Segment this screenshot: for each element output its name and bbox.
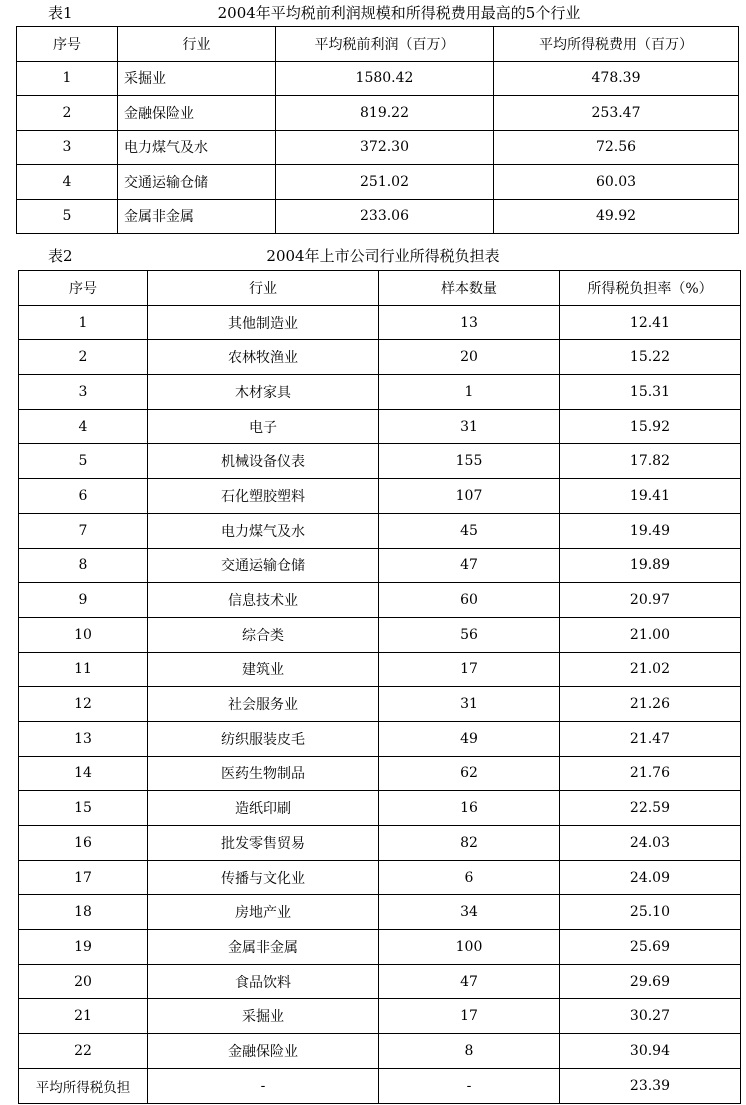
table-header-row — [17, 27, 739, 62]
row-tax-burden-rate-cell: 19.89 — [560, 548, 741, 583]
row-industry-cell: - — [148, 1068, 379, 1103]
row-index-cell: 1 — [17, 61, 118, 96]
table1-title: 2004年平均税前利润规模和所得税费用最高的5个行业 — [217, 4, 581, 22]
row-tax-burden-rate-cell: 21.47 — [560, 721, 741, 756]
column-header-avg-income-tax: 平均所得税费用（百万） — [494, 27, 739, 62]
table-row — [19, 687, 741, 722]
row-tax-burden-rate-cell: 12.41 — [560, 305, 741, 340]
table-row — [19, 409, 741, 444]
table-row — [17, 61, 739, 96]
row-tax-burden-rate-cell: 19.49 — [560, 513, 741, 548]
row-tax-burden-rate-cell: 25.69 — [560, 930, 741, 965]
row-sample-count-cell: 16 — [379, 791, 560, 826]
row-sample-count-cell: 31 — [379, 409, 560, 444]
row-sample-count-cell: 8 — [379, 1034, 560, 1069]
table-row — [19, 999, 741, 1034]
table-row — [19, 548, 741, 583]
row-industry-cell: 房地产业 — [148, 895, 379, 930]
row-industry-cell: 造纸印刷 — [148, 791, 379, 826]
row-index-cell: 20 — [19, 964, 148, 999]
row-sample-count-cell: 56 — [379, 617, 560, 652]
table-row — [19, 617, 741, 652]
row-industry-cell: 采掘业 — [148, 999, 379, 1034]
row-tax-burden-rate-cell: 20.97 — [560, 583, 741, 618]
row-sample-count-cell: 49 — [379, 721, 560, 756]
row-index-cell: 4 — [17, 165, 118, 200]
table-row — [19, 860, 741, 895]
row-sample-count-cell: - — [379, 1068, 560, 1103]
row-index-cell: 14 — [19, 756, 148, 791]
row-index-cell: 18 — [19, 895, 148, 930]
row-index-cell: 9 — [19, 583, 148, 618]
row-tax-burden-rate-cell: 24.03 — [560, 826, 741, 861]
table-row — [19, 583, 741, 618]
row-index-cell: 3 — [19, 375, 148, 410]
row-industry-cell: 社会服务业 — [148, 687, 379, 722]
row-index-cell: 4 — [19, 409, 148, 444]
row-index-cell: 平均所得税负担 — [19, 1068, 148, 1103]
row-index-cell: 8 — [19, 548, 148, 583]
row-tax-burden-rate-cell: 21.00 — [560, 617, 741, 652]
row-industry-cell: 金融保险业 — [118, 96, 276, 131]
row-avg-income-tax-cell: 49.92 — [494, 199, 739, 234]
row-industry-cell: 食品饮料 — [148, 964, 379, 999]
row-tax-burden-rate-cell: 15.92 — [560, 409, 741, 444]
row-tax-burden-rate-cell: 30.94 — [560, 1034, 741, 1069]
row-avg-income-tax-cell: 478.39 — [494, 61, 739, 96]
table-row — [17, 199, 739, 234]
table-row — [19, 513, 741, 548]
row-industry-cell: 其他制造业 — [148, 305, 379, 340]
table1-caption — [0, 0, 746, 26]
table-row — [19, 479, 741, 514]
table-row — [19, 756, 741, 791]
row-tax-burden-rate-cell: 17.82 — [560, 444, 741, 479]
average-row — [19, 1068, 741, 1103]
row-industry-cell: 采掘业 — [118, 61, 276, 96]
row-index-cell: 5 — [17, 199, 118, 234]
row-avg-pretax-profit-cell: 233.06 — [276, 199, 494, 234]
row-index-cell: 22 — [19, 1034, 148, 1069]
table2-title: 2004年上市公司行业所得税负担表 — [266, 247, 500, 265]
column-header-industry: 行业 — [148, 271, 379, 306]
row-sample-count-cell: 45 — [379, 513, 560, 548]
row-avg-income-tax-cell: 60.03 — [494, 165, 739, 200]
row-index-cell: 16 — [19, 826, 148, 861]
row-avg-income-tax-cell: 72.56 — [494, 130, 739, 165]
row-industry-cell: 机械设备仪表 — [148, 444, 379, 479]
row-avg-pretax-profit-cell: 1580.42 — [276, 61, 494, 96]
row-industry-cell: 批发零售贸易 — [148, 826, 379, 861]
column-header-industry: 行业 — [118, 27, 276, 62]
column-header-tax-burden-rate: 所得税负担率（%） — [560, 271, 741, 306]
table-row — [17, 96, 739, 131]
table-row — [19, 791, 741, 826]
row-industry-cell: 金属非金属 — [148, 930, 379, 965]
row-index-cell: 2 — [17, 96, 118, 131]
row-index-cell: 19 — [19, 930, 148, 965]
row-tax-burden-rate-cell: 21.02 — [560, 652, 741, 687]
table1-number: 表1 — [48, 4, 73, 22]
row-industry-cell: 综合类 — [148, 617, 379, 652]
table-row — [19, 930, 741, 965]
row-index-cell: 10 — [19, 617, 148, 652]
row-sample-count-cell: 6 — [379, 860, 560, 895]
table-row — [19, 375, 741, 410]
industry-profit-tax-table — [16, 26, 739, 234]
row-industry-cell: 纺织服装皮毛 — [148, 721, 379, 756]
table-row — [17, 165, 739, 200]
row-sample-count-cell: 100 — [379, 930, 560, 965]
row-avg-income-tax-cell: 253.47 — [494, 96, 739, 131]
table2-caption — [0, 243, 746, 269]
row-industry-cell: 木材家具 — [148, 375, 379, 410]
row-index-cell: 5 — [19, 444, 148, 479]
row-index-cell: 3 — [17, 130, 118, 165]
row-index-cell: 11 — [19, 652, 148, 687]
row-industry-cell: 医药生物制品 — [148, 756, 379, 791]
row-index-cell: 6 — [19, 479, 148, 514]
row-tax-burden-rate-cell: 24.09 — [560, 860, 741, 895]
row-index-cell: 13 — [19, 721, 148, 756]
table-header-row — [19, 271, 741, 306]
table-row — [19, 721, 741, 756]
row-industry-cell: 农林牧渔业 — [148, 340, 379, 375]
row-sample-count-cell: 31 — [379, 687, 560, 722]
table-row — [19, 340, 741, 375]
table-row — [19, 826, 741, 861]
row-industry-cell: 电子 — [148, 409, 379, 444]
column-header-avg-pretax-profit: 平均税前利润（百万） — [276, 27, 494, 62]
table-row — [17, 130, 739, 165]
row-tax-burden-rate-cell: 25.10 — [560, 895, 741, 930]
row-tax-burden-rate-cell: 23.39 — [560, 1068, 741, 1103]
row-sample-count-cell: 17 — [379, 652, 560, 687]
row-sample-count-cell: 20 — [379, 340, 560, 375]
table-row — [19, 305, 741, 340]
row-tax-burden-rate-cell: 30.27 — [560, 999, 741, 1034]
row-index-cell: 12 — [19, 687, 148, 722]
table-row — [19, 964, 741, 999]
row-industry-cell: 建筑业 — [148, 652, 379, 687]
column-header-index: 序号 — [19, 271, 148, 306]
row-industry-cell: 交通运输仓储 — [148, 548, 379, 583]
row-industry-cell: 石化塑胶塑料 — [148, 479, 379, 514]
row-industry-cell: 传播与文化业 — [148, 860, 379, 895]
row-tax-burden-rate-cell: 19.41 — [560, 479, 741, 514]
row-sample-count-cell: 60 — [379, 583, 560, 618]
row-industry-cell: 金属非金属 — [118, 199, 276, 234]
row-tax-burden-rate-cell: 15.31 — [560, 375, 741, 410]
row-tax-burden-rate-cell: 22.59 — [560, 791, 741, 826]
row-industry-cell: 交通运输仓储 — [118, 165, 276, 200]
row-sample-count-cell: 1 — [379, 375, 560, 410]
row-tax-burden-rate-cell: 15.22 — [560, 340, 741, 375]
table-row — [19, 652, 741, 687]
row-sample-count-cell: 13 — [379, 305, 560, 340]
table2-number: 表2 — [48, 247, 73, 265]
column-header-index: 序号 — [17, 27, 118, 62]
row-avg-pretax-profit-cell: 819.22 — [276, 96, 494, 131]
industry-tax-burden-table — [18, 270, 741, 1104]
row-tax-burden-rate-cell: 29.69 — [560, 964, 741, 999]
row-index-cell: 17 — [19, 860, 148, 895]
row-sample-count-cell: 47 — [379, 548, 560, 583]
column-header-sample-count: 样本数量 — [379, 271, 560, 306]
row-avg-pretax-profit-cell: 372.30 — [276, 130, 494, 165]
row-index-cell: 1 — [19, 305, 148, 340]
row-sample-count-cell: 34 — [379, 895, 560, 930]
table-row — [19, 895, 741, 930]
row-sample-count-cell: 107 — [379, 479, 560, 514]
table-row — [19, 1034, 741, 1069]
row-sample-count-cell: 155 — [379, 444, 560, 479]
row-sample-count-cell: 47 — [379, 964, 560, 999]
row-industry-cell: 电力煤气及水 — [118, 130, 276, 165]
row-tax-burden-rate-cell: 21.76 — [560, 756, 741, 791]
row-index-cell: 7 — [19, 513, 148, 548]
row-avg-pretax-profit-cell: 251.02 — [276, 165, 494, 200]
row-sample-count-cell: 62 — [379, 756, 560, 791]
row-industry-cell: 电力煤气及水 — [148, 513, 379, 548]
row-index-cell: 21 — [19, 999, 148, 1034]
table-row — [19, 444, 741, 479]
row-industry-cell: 金融保险业 — [148, 1034, 379, 1069]
row-sample-count-cell: 17 — [379, 999, 560, 1034]
row-industry-cell: 信息技术业 — [148, 583, 379, 618]
row-sample-count-cell: 82 — [379, 826, 560, 861]
row-index-cell: 2 — [19, 340, 148, 375]
row-index-cell: 15 — [19, 791, 148, 826]
row-tax-burden-rate-cell: 21.26 — [560, 687, 741, 722]
